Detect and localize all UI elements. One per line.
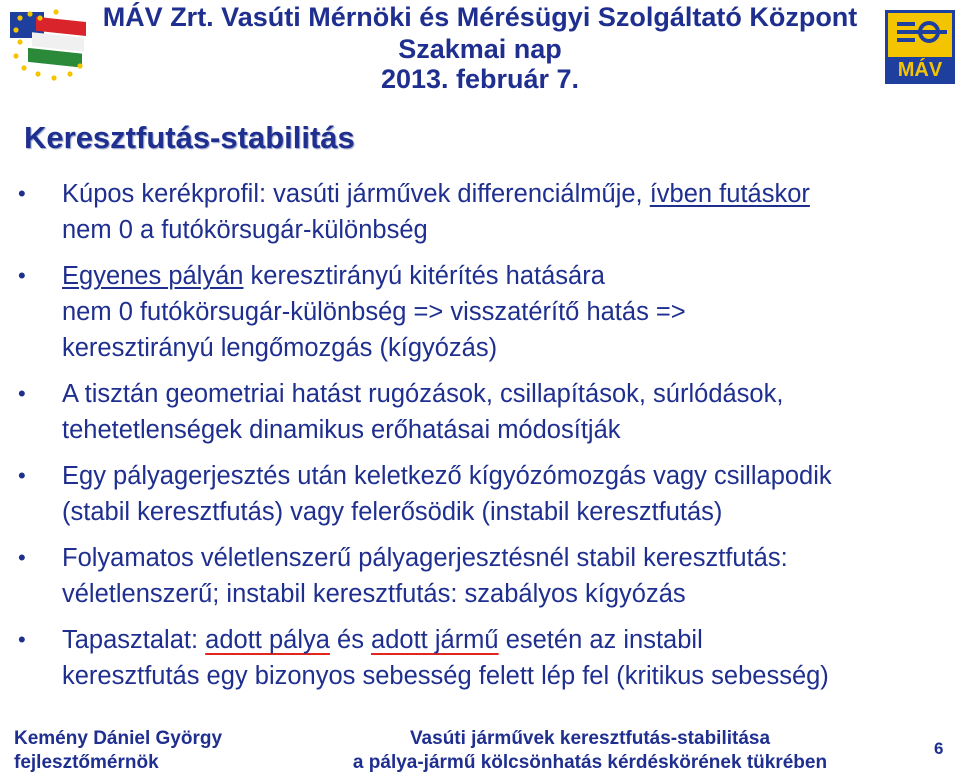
- bullet-red-underlined-text: adott jármű: [371, 626, 499, 654]
- footer-author: Kemény Dániel György: [14, 728, 223, 749]
- bullet-text: Egy pályagerjesztés után keletkező kígyózómozgás vagy csillapodik: [62, 462, 832, 490]
- bullet-item: [18, 376, 948, 448]
- footer-author-block: [14, 727, 222, 775]
- footer-role: fejlesztőmérnök: [14, 752, 159, 773]
- bullet-text: Tapasztalat:: [62, 626, 206, 654]
- bullet-underlined-text: Egyenes pályán: [62, 262, 244, 290]
- header-event: Szakmai nap: [398, 34, 562, 64]
- mav-logo: [885, 10, 955, 84]
- bullet-text: (stabil keresztfutás) vagy felerősödik (instabil keresztfutás): [62, 498, 723, 526]
- bullet-text: nem 0 futókörsugár-különbség => visszatérítő hatás =>: [62, 298, 686, 326]
- bullet-text: keresztirányú kitérítés hatására: [243, 262, 605, 290]
- bullet-text: keresztfutás egy bizonyos sebesség felett lép fel (kritikus sebesség): [62, 662, 829, 690]
- bullet-red-underlined-text: adott pálya: [205, 626, 330, 654]
- bullet-dot-icon: •: [18, 181, 26, 206]
- bullet-text: esetén az instabil: [498, 626, 703, 654]
- header-organization: MÁV Zrt. Vasúti Mérnöki és Mérésügyi Szolgáltató Központ: [102, 2, 858, 32]
- page-number: 6: [934, 739, 944, 758]
- bullet-text: keresztirányú lengőmozgás (kígyózás): [62, 334, 498, 362]
- slide-title: Keresztfutás-stabilitás: [24, 120, 355, 155]
- bullet-dot-icon: •: [18, 381, 26, 406]
- bullet-text: és: [329, 626, 372, 654]
- bullet-list: [18, 176, 948, 704]
- bullet-item: [18, 622, 948, 694]
- bullet-text: tehetetlenségek dinamikus erőhatásai módosítják: [62, 416, 621, 444]
- footer-subtitle: a pálya-jármű kölcsönhatás kérdéskörének tükrében: [352, 752, 828, 773]
- footer-topic-block: [330, 727, 850, 775]
- header-date: 2013. február 7.: [380, 64, 580, 94]
- bullet-text: Folyamatos véletlenszerű pályagerjesztésnél stabil keresztfutás:: [62, 544, 788, 572]
- slide-footer: [0, 724, 960, 775]
- mav-logo-text: MÁV: [897, 59, 943, 81]
- bullet-item: [18, 458, 948, 530]
- bullet-text: A tisztán geometriai hatást rugózások, csillapítások, súrlódások,: [62, 380, 784, 408]
- bullet-dot-icon: •: [18, 627, 26, 652]
- bullet-item: [18, 176, 948, 248]
- bullet-dot-icon: •: [18, 263, 26, 288]
- slide-header: [0, 0, 960, 100]
- bullet-underlined-text: ívben futáskor: [649, 180, 810, 208]
- bullet-text: Kúpos kerékprofil: vasúti járművek differenciálműje,: [62, 180, 650, 208]
- bullet-item: [18, 540, 948, 612]
- bullet-item: [18, 258, 948, 366]
- bullet-dot-icon: •: [18, 463, 26, 488]
- bullet-text: véletlenszerű; instabil keresztfutás: szabályos kígyózás: [62, 580, 686, 608]
- footer-topic: Vasúti járművek keresztfutás-stabilitása: [409, 728, 771, 749]
- bullet-text: nem 0 a futókörsugár-különbség: [62, 216, 428, 244]
- bullet-dot-icon: •: [18, 545, 26, 570]
